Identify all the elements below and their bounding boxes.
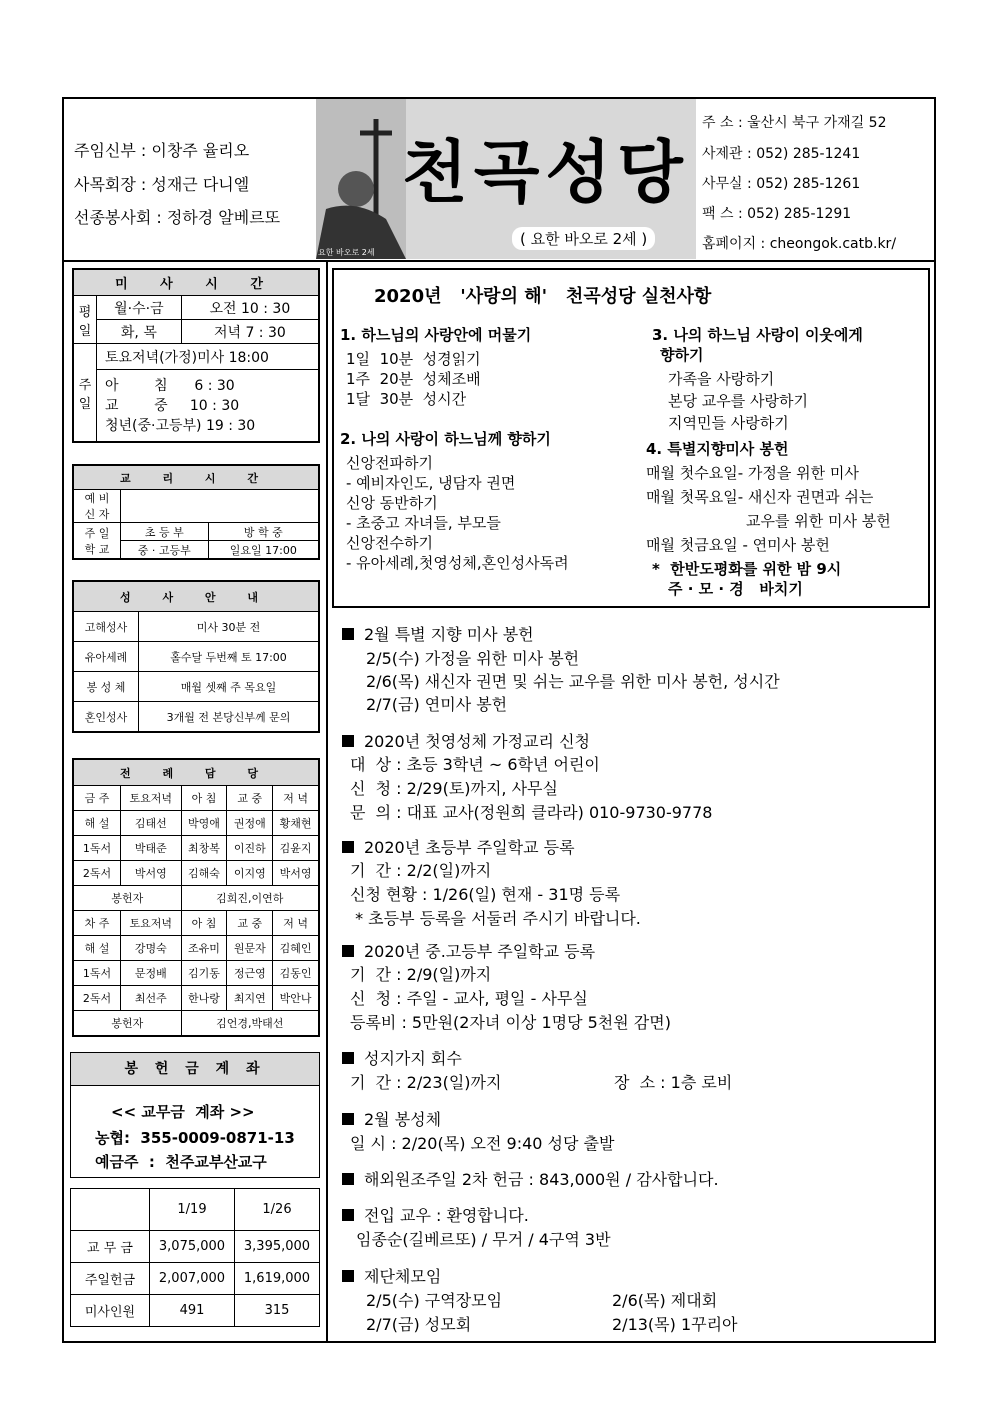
finance-label: 교 무 금 xyxy=(71,1231,150,1263)
sacrament-name: 봉 성 체 xyxy=(74,672,139,702)
liturgy-cell: 김혜인 xyxy=(273,936,319,961)
program-item: 본당 교우를 사랑하기 xyxy=(668,392,808,410)
program-section-3-cont: 향하기 xyxy=(660,346,704,364)
liturgy-cell: 정근영 xyxy=(227,961,273,986)
program-item: 매월 첫목요일- 새신자 권면과 쉬는 xyxy=(646,488,874,506)
program-item: 매월 첫금요일 - 연미사 봉헌 xyxy=(646,536,830,554)
pastor: 주임신부 : 이창주 율리오 xyxy=(74,141,250,160)
news-title: 성지가지 회수 xyxy=(342,1046,462,1069)
program-section-2: 2. 나의 사랑이 하느님께 향하기 xyxy=(340,430,551,448)
liturgy-cell: 박태준 xyxy=(121,836,182,861)
liturgy-head: 차 주 xyxy=(74,911,121,936)
offertory-label: 봉헌자 xyxy=(74,886,182,911)
liturgy-cell: 1독서 xyxy=(74,836,121,861)
finance-box xyxy=(70,1188,320,1327)
news-line: 신청 현황 : 1/26(일) 현재 - 31명 등록 xyxy=(350,885,621,904)
logo-caption: 요한 바오로 2세 xyxy=(318,248,375,257)
finance-value: 3,395,000 xyxy=(235,1231,320,1263)
finance-value: 491 xyxy=(150,1295,235,1327)
liturgy-cell: 김윤지 xyxy=(273,836,319,861)
news-line: 기 간 : 2/9(일)까지 xyxy=(350,965,492,984)
news-line: 임종순(길베르또) / 무거 / 4구역 3반 xyxy=(356,1230,611,1249)
liturgy-cell: 최지연 xyxy=(227,986,273,1011)
liturgy-cell: 박서영 xyxy=(121,861,182,886)
program-item: 신앙전파하기 xyxy=(346,454,433,472)
news-line: * 초등부 등록을 서둘러 주시기 바랍니다. xyxy=(350,909,641,928)
program-item: 1달 30분 성시간 xyxy=(346,390,467,408)
liturgy-cell: 김동인 xyxy=(273,961,319,986)
sunday-label: 주일 xyxy=(74,344,97,442)
weekday-label: 평일 xyxy=(74,296,97,344)
account-title: 봉 헌 금 계 좌 xyxy=(71,1053,319,1086)
liturgy-head: 아 침 xyxy=(181,911,227,936)
catechism-title: 교 리 시 간 xyxy=(74,466,319,490)
program-section-1: 1. 하느님의 사랑안에 머물기 xyxy=(340,326,532,344)
liturgy-cell: 박서영 xyxy=(273,861,319,886)
liturgy-cell: 김기동 xyxy=(181,961,227,986)
program-item: - 예비자인도, 냉담자 권면 xyxy=(346,474,516,492)
sacrament-info: 매월 셋째 주 목요일 xyxy=(139,672,319,702)
program-title: 2020년 '사랑의 해' 천곡성당 실천사항 xyxy=(374,286,712,307)
parish-name: 천곡성당 xyxy=(402,133,689,213)
offertory-label: 봉헌자 xyxy=(74,1011,182,1036)
catechumen-label: 예 비 신 자 xyxy=(74,490,121,523)
program-item: 매월 첫수요일- 가정을 위한 미사 xyxy=(646,464,859,482)
liturgy-head: 저 녁 xyxy=(273,911,319,936)
weekday-time-2: 저녁 7 : 30 xyxy=(181,320,318,344)
program-item: 1주 20분 성체조배 xyxy=(346,370,481,388)
liturgy-cell: 2독서 xyxy=(74,861,121,886)
weekday-time-1: 오전 10 : 30 xyxy=(181,296,318,320)
finance-value: 1,619,000 xyxy=(235,1263,320,1295)
liturgy-cell: 한나랑 xyxy=(181,986,227,1011)
program-item: 가족을 사랑하기 xyxy=(668,370,775,388)
liturgy-cell: 김태선 xyxy=(121,811,182,836)
patron-saint: ( 요한 바오로 2세 ) xyxy=(512,227,655,250)
liturgy-cell: 최창복 xyxy=(181,836,227,861)
liturgy-head: 토요저녁 xyxy=(121,786,182,811)
liturgy-cell: 원문자 xyxy=(227,936,273,961)
finance-value: 3,075,000 xyxy=(150,1231,235,1263)
elementary-label: 초 등 부 xyxy=(121,523,209,541)
news-line: 2/6(목) 제대회 xyxy=(612,1291,718,1310)
sacraments-box xyxy=(72,580,320,733)
news-title: 해외원조주일 2차 헌금 : 843,000원 / 감사합니다. xyxy=(342,1167,719,1190)
liturgy-cell: 조유미 xyxy=(181,936,227,961)
program-section-4: 4. 특별지향미사 봉헌 xyxy=(646,440,789,458)
liturgy-cell: 해 설 xyxy=(74,811,121,836)
pope-figure-icon xyxy=(316,99,406,259)
news-title: 전입 교우 : 환영합니다. xyxy=(342,1203,529,1226)
sunday-mass-3: 청년(중·고등부) 19 : 30 xyxy=(105,417,256,434)
square-bullet-icon xyxy=(342,1113,354,1125)
liturgy-head: 금 주 xyxy=(74,786,121,811)
liturgy-head: 교 중 xyxy=(227,786,273,811)
account-holder: 예금주 : 천주교부산교구 xyxy=(95,1153,267,1171)
liturgy-head: 토요저녁 xyxy=(121,911,182,936)
liturgy-box xyxy=(72,758,320,1037)
news-title: 2020년 첫영성체 가정교리 신청 xyxy=(342,729,590,752)
liturgy-cell: 박영애 xyxy=(181,811,227,836)
mass-schedule-box xyxy=(72,268,320,443)
liturgy-head: 교 중 xyxy=(227,911,273,936)
sacrament-name: 혼인성사 xyxy=(74,702,139,732)
square-bullet-icon xyxy=(342,1173,354,1185)
liturgy-cell: 박안나 xyxy=(273,986,319,1011)
news-line: 2/5(수) 가정을 위한 미사 봉헌 xyxy=(366,649,580,668)
middle-high-time: 일요일 17:00 xyxy=(208,541,318,559)
account-number: 농협: 355-0009-0871-13 xyxy=(95,1129,295,1147)
news-line: 일 시 : 2/20(목) 오전 9:40 성당 출발 xyxy=(350,1134,615,1153)
news-line: 2/7(금) 연미사 봉헌 xyxy=(366,695,508,714)
peace-prayer-cont: 주 · 모 · 경 바치기 xyxy=(668,580,803,598)
program-item: 교우를 위한 미사 봉헌 xyxy=(746,512,891,530)
mass-title: 미 사 시 간 xyxy=(74,270,319,296)
liturgy-cell: 이지영 xyxy=(227,861,273,886)
news-line: 2/6(목) 새신자 권면 및 쉬는 교우를 위한 미사 봉헌, 성시간 xyxy=(366,672,780,691)
finance-label: 주일헌금 xyxy=(71,1263,150,1295)
news-line: 기 간 : 2/2(일)까지 xyxy=(350,861,492,880)
liturgy-head: 아 침 xyxy=(181,786,227,811)
news-line: 2/5(수) 구역장모임 xyxy=(366,1291,503,1310)
funeral-service: 선종봉사회 : 정하경 알베르또 xyxy=(74,208,281,227)
account-line-1: << 교무금 계좌 >> xyxy=(111,1103,255,1121)
sunday-mass-2: 교 중 10 : 30 xyxy=(105,397,240,414)
homepage-row: 홈페이지 : cheongok.catb.kr/ xyxy=(702,236,897,252)
news-line: 2/13(목) 1꾸리아 xyxy=(612,1315,738,1334)
address-row: 주 소 : 울산시 북구 가재길 52 xyxy=(702,115,887,131)
account-box xyxy=(70,1052,320,1178)
sacrament-name: 고해성사 xyxy=(74,612,139,642)
square-bullet-icon xyxy=(342,628,354,640)
saturday-mass: 토요저녁(가정)미사 18:00 xyxy=(97,344,319,370)
program-item: - 초중고 자녀들, 부모들 xyxy=(346,514,501,532)
fax-row: 팩 스 : 052) 285-1291 xyxy=(702,206,852,222)
program-item: 1일 10분 성경읽기 xyxy=(346,350,481,368)
square-bullet-icon xyxy=(342,1209,354,1221)
weekday-days-2: 화, 목 xyxy=(97,320,182,344)
program-section-3: 3. 나의 하느님 사랑이 이웃에게 xyxy=(652,326,863,344)
news-title: 2월 특별 지향 미사 봉헌 xyxy=(342,622,534,645)
liturgy-cell: 이진하 xyxy=(227,836,273,861)
liturgy-cell: 문정배 xyxy=(121,961,182,986)
news-line: 문 의 : 대표 교사(정원희 클라라) 010-9730-9778 xyxy=(350,803,713,822)
office-phone-row: 사무실 : 052) 285-1261 xyxy=(702,176,861,192)
news-title: 2020년 중.고등부 주일학교 등록 xyxy=(342,939,595,962)
header-divider xyxy=(62,260,936,262)
sunday-school-label: 주 일 학 교 xyxy=(74,523,121,559)
practice-program-box xyxy=(332,268,930,608)
homepage-link[interactable]: cheongok.catb.kr/ xyxy=(769,236,897,252)
liturgy-title: 전 례 담 당 xyxy=(74,760,319,786)
weekday-days-1: 월·수·금 xyxy=(97,296,182,320)
council-president: 사목회장 : 성재근 다니엘 xyxy=(74,175,250,194)
liturgy-cell: 1독서 xyxy=(74,961,121,986)
news-line: 기 간 : 2/23(일)까지 xyxy=(350,1073,502,1092)
offertory-names: 김희진,이연하 xyxy=(181,886,318,911)
liturgy-cell: 권정애 xyxy=(227,811,273,836)
news-line: 신 청 : 주일 - 교사, 평일 - 사무실 xyxy=(350,989,588,1008)
square-bullet-icon xyxy=(342,1052,354,1064)
square-bullet-icon xyxy=(342,735,354,747)
news-line: 대 상 : 초등 3학년 ~ 6학년 어린이 xyxy=(350,755,600,774)
liturgy-cell: 2독서 xyxy=(74,986,121,1011)
news-line: 신 청 : 2/29(토)까지, 사무실 xyxy=(350,779,558,798)
rectory-phone-row: 사제관 : 052) 285-1241 xyxy=(702,146,861,162)
finance-label: 미사인원 xyxy=(71,1295,150,1327)
program-item: 신앙전수하기 xyxy=(346,534,433,552)
peace-prayer: * 한반도평화를 위한 밤 9시 xyxy=(652,560,842,578)
sacrament-info: 미사 30분 전 xyxy=(139,612,319,642)
sacrament-name: 유아세례 xyxy=(74,642,139,672)
middle-high-label: 중 · 고등부 xyxy=(121,541,209,559)
program-item: - 유아세례,첫영성체,혼인성사독려 xyxy=(346,554,569,572)
liturgy-cell: 황채현 xyxy=(273,811,319,836)
sacrament-info: 홀수달 두번째 토 17:00 xyxy=(139,642,319,672)
square-bullet-icon xyxy=(342,841,354,853)
finance-date: 1/26 xyxy=(235,1189,320,1231)
finance-value: 315 xyxy=(235,1295,320,1327)
program-item: 신앙 동반하기 xyxy=(346,494,438,512)
finance-value: 2,007,000 xyxy=(150,1263,235,1295)
liturgy-cell: 최선주 xyxy=(121,986,182,1011)
catechism-box xyxy=(72,464,320,560)
liturgy-cell: 김해숙 xyxy=(181,861,227,886)
square-bullet-icon xyxy=(342,945,354,957)
news-title: 2020년 초등부 주일학교 등록 xyxy=(342,835,575,858)
news-title: 제단체모임 xyxy=(342,1264,441,1287)
news-line: 등록비 : 5만원(2자녀 이상 1명당 5천원 감면) xyxy=(350,1013,671,1032)
news-line: 2/7(금) 성모회 xyxy=(366,1315,472,1334)
program-item: 지역민들 사랑하기 xyxy=(668,414,789,432)
sacrament-info: 3개월 전 본당신부께 문의 xyxy=(139,702,319,732)
news-title: 2월 봉성체 xyxy=(342,1107,441,1130)
sacraments-title: 성 사 안 내 xyxy=(74,582,319,612)
liturgy-cell: 해 설 xyxy=(74,936,121,961)
parish-logo xyxy=(316,99,696,259)
sunday-mass-1: 아 침 6 : 30 xyxy=(105,377,235,394)
column-divider xyxy=(326,260,328,1343)
finance-date: 1/19 xyxy=(150,1189,235,1231)
square-bullet-icon xyxy=(342,1270,354,1282)
elementary-time: 방 학 중 xyxy=(208,523,318,541)
liturgy-cell: 강명숙 xyxy=(121,936,182,961)
news-line: 장 소 : 1층 로비 xyxy=(614,1073,733,1092)
liturgy-head: 저 녁 xyxy=(273,786,319,811)
offertory-names: 김언경,박태선 xyxy=(181,1011,318,1036)
